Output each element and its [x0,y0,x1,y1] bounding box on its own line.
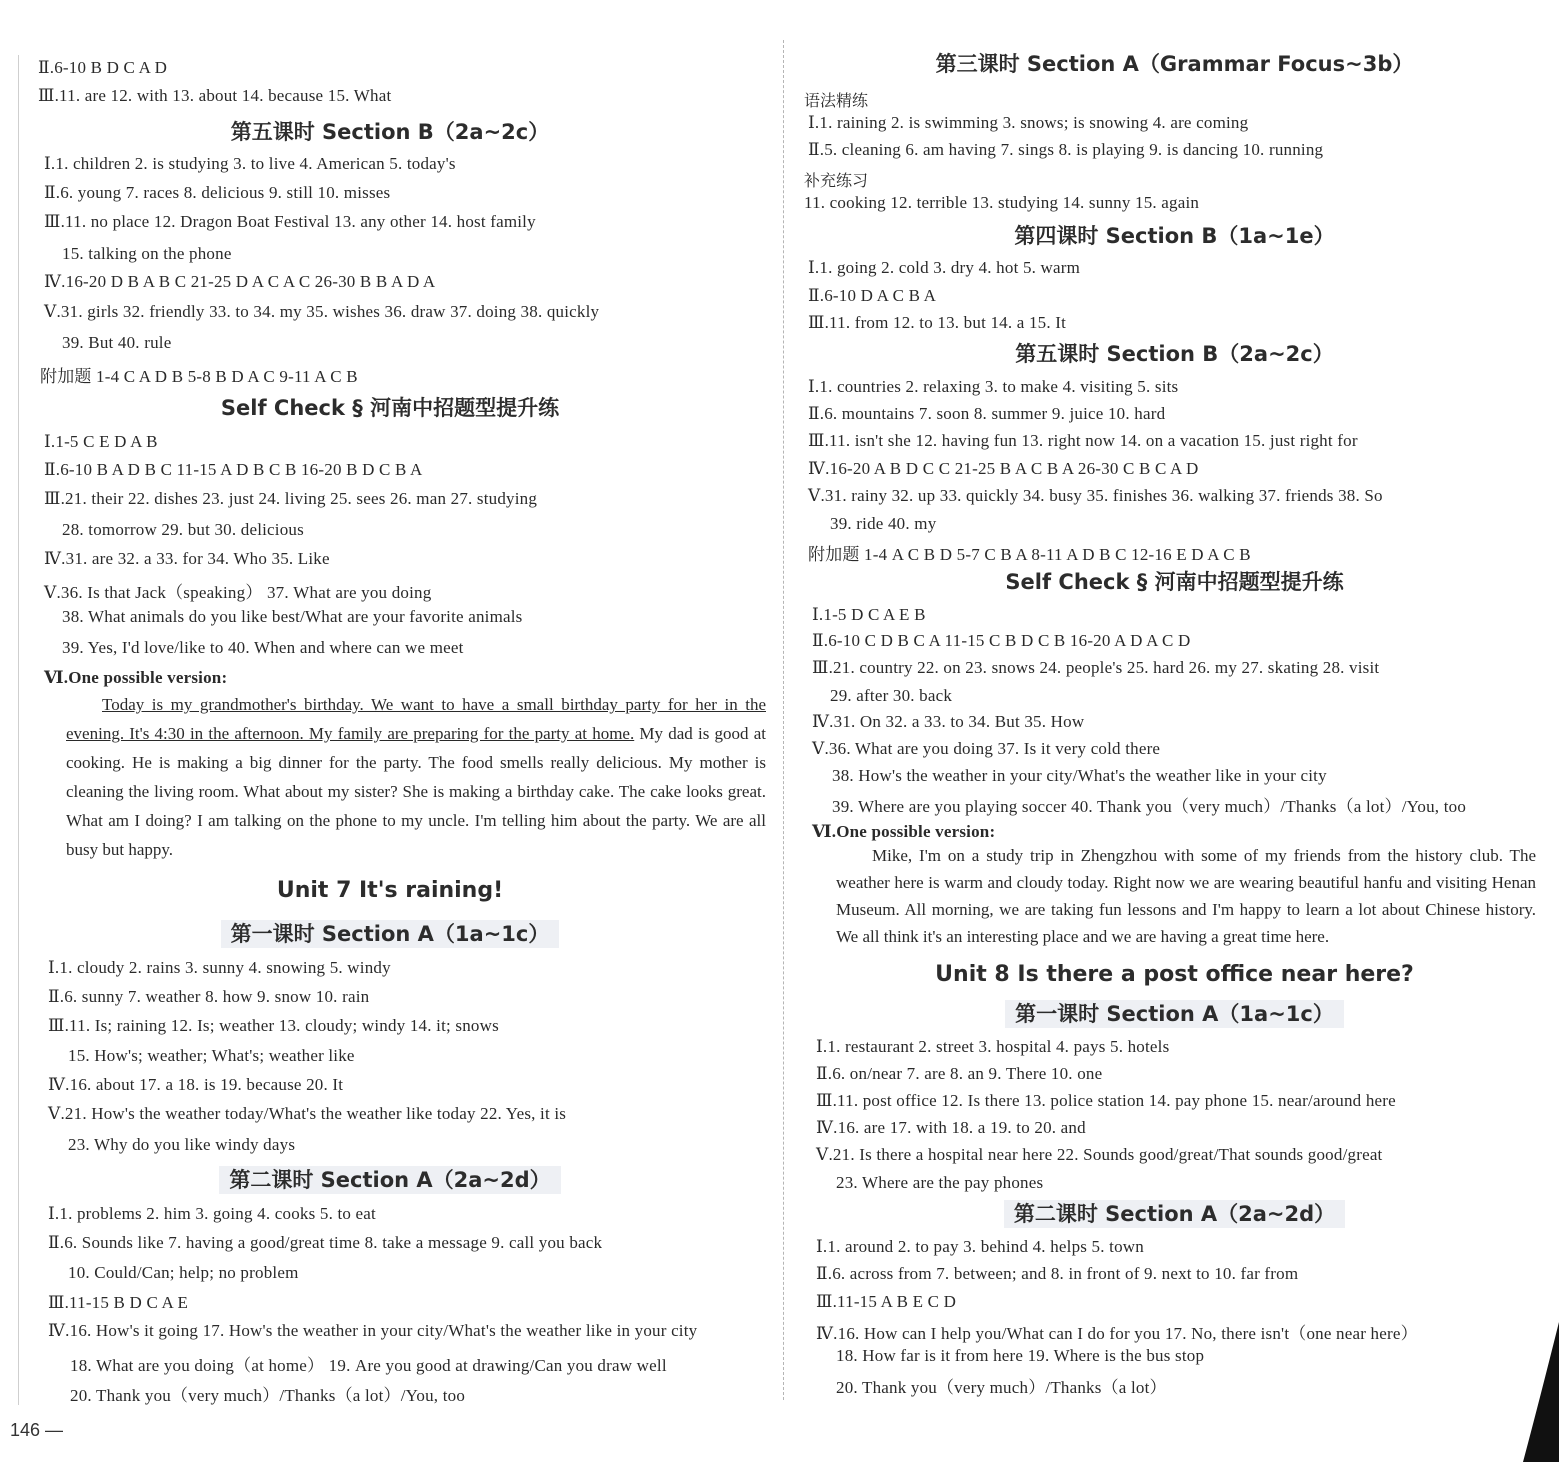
sample-essay: Mike, I'm on a study trip in Zhengzhou with some of my friends from the history club. The weather here is warm and cloudy today. Right now we are wearing beautiful hanfu and visiting Henan Museum. All morning, we are taking fun lessons and I'm happy to learn a lot about Chinese history. We all think it's an interesting place and we are having a great time here. [836,846,1536,946]
answer-line: Ⅰ.1. restaurant 2. street 3. hospital 4. pays 5. hotels [816,1037,1170,1056]
answer-line: 20. Thank you（very much）/Thanks（a lot） [836,1378,1167,1397]
answer-line: 附加题 1-4 C A D B 5-8 B D A C 9-11 A C B [40,367,358,386]
answer-line: Ⅳ.31. On 32. a 33. to 34. But 35. How [812,712,1085,731]
answer-line: 18. How far is it from here 19. Where is the bus stop [836,1346,1205,1365]
page-corner-shadow [1519,1322,1559,1462]
answer-line: Ⅲ.11. are 12. with 13. about 14. because 15. What [38,86,392,105]
answer-line: Ⅱ.6-10 B A D B C 11-15 A D B C B 16-20 B D C B A [44,460,423,479]
answer-line: Ⅲ.11-15 B D C A E [48,1293,189,1312]
answer-line: Ⅴ.36. What are you doing 37. Is it very cold there [812,739,1161,758]
answer-line: Ⅰ.1-5 C E D A B [44,432,158,451]
answer-line: 10. Could/Can; help; no problem [68,1263,299,1282]
answer-line: 15. talking on the phone [62,244,232,263]
section-heading-text: 第二课时 Section A（2a~2d） [219,1166,560,1194]
answer-line: Ⅰ.1. children 2. is studying 3. to live 4. American 5. today's [44,154,456,173]
answer-line: 28. tomorrow 29. but 30. delicious [62,520,304,539]
section-heading-text: Unit 7 It's raining! [276,878,504,903]
section-heading-text: 第五课时 Section B（2a~2c） [230,120,550,144]
answer-line: Ⅵ.One possible version: [44,668,228,687]
answer-line: Ⅴ.36. Is that Jack（speaking） 37. What are you doing [44,583,432,602]
section-heading-text: 第二课时 Section A（2a~2d） [1004,1200,1345,1228]
answer-line: 29. after 30. back [830,686,953,705]
answer-line: Ⅳ.16-20 D B A B C 21-25 D A C A C 26-30 B B A D A [44,272,436,291]
answer-line: Ⅳ.16. How's it going 17. How's the weather in your city/What's the weather like in your city [48,1321,698,1340]
subsection-label: 补充练习 [804,171,869,190]
answer-line: 39. Yes, I'd love/like to 40. When and where can we meet [62,638,464,657]
section-heading [790,338,1559,368]
answer-line: Ⅱ.6. across from 7. between; and 8. in front of 9. next to 10. far from [816,1264,1299,1283]
answer-line: 39. ride 40. my [830,514,937,533]
section-heading-text: 第三课时 Section A（Grammar Focus~3b） [935,52,1414,76]
answer-line: Ⅲ.11. post office 12. Is there 13. police station 14. pay phone 15. near/around here [816,1091,1396,1110]
answer-line: Ⅳ.16. How can I help you/What can I do for you 17. No, there isn't（one near here） [816,1324,1418,1343]
answer-line: Ⅲ.11. from 12. to 13. but 14. a 15. It [808,313,1067,332]
essay-underlined-text: Today is my grandmother's birthday. We want to have a small birthday party for her in the evening. It's 4:30 in the afternoon. My family are preparing for the party at home. [66,695,766,743]
answer-line: Ⅱ.6-10 D A C B A [808,286,937,305]
answer-line: Ⅲ.11. Is; raining 12. Is; weather 13. cloudy; windy 14. it; snows [48,1016,499,1035]
left-margin-rule [18,55,19,1405]
answer-line: Ⅴ.31. girls 32. friendly 33. to 34. my 35. wishes 36. draw 37. doing 38. quickly [44,302,600,321]
answer-line: Ⅲ.11-15 A B E C D [816,1292,957,1311]
section-heading [790,998,1559,1028]
answer-line: Ⅱ.6. Sounds like 7. having a good/great time 8. take a message 9. call you back [48,1233,603,1252]
answer-line: Ⅱ.6. young 7. races 8. delicious 9. still 10. misses [44,183,391,202]
answer-line: Ⅲ.11. no place 12. Dragon Boat Festival 13. any other 14. host family [44,212,536,231]
sample-essay [66,690,766,864]
section-heading [790,566,1559,596]
answer-line: Ⅳ.16. about 17. a 18. is 19. because 20. It [48,1075,344,1094]
answer-line: 38. How's the weather in your city/What's the weather like in your city [832,766,1327,785]
subsection-label: 语法精练 [804,91,869,110]
unit-title [0,878,780,903]
section-heading [0,918,780,948]
answer-line: 附加题 1-4 A C B D 5-7 C B A 8-11 A D B C 12-16 E D A C B [808,545,1251,564]
answer-line: Ⅱ.6. mountains 7. soon 8. summer 9. juice 10. hard [808,404,1166,423]
answer-line: Ⅲ.11. isn't she 12. having fun 13. right now 14. on a vacation 15. just right for [808,431,1358,450]
answer-line: Ⅰ.1. problems 2. him 3. going 4. cooks 5. to eat [48,1204,376,1223]
answer-line: Ⅵ.One possible version: [812,822,996,841]
section-heading-text: 第五课时 Section B（2a~2c） [1015,342,1334,366]
answer-line: Ⅱ.6. on/near 7. are 8. an 9. There 10. one [816,1064,1103,1083]
answer-line: Ⅴ.21. How's the weather today/What's the weather like today 22. Yes, it is [48,1104,567,1123]
answer-line: Ⅳ.16-20 A B D C C 21-25 B A C B A 26-30 C B C A D [808,459,1199,478]
section-heading [0,1164,780,1194]
section-heading [0,392,780,422]
section-heading-text: Self Check § 河南中招题型提升练 [220,396,560,420]
section-heading-text: Unit 8 Is there a post office near here? [935,962,1414,987]
answer-line: Ⅲ.21. country 22. on 23. snows 24. people's 25. hard 26. my 27. skating 28. visit [812,658,1380,677]
answer-line: 15. How's; weather; What's; weather like [68,1046,355,1065]
answer-line: 23. Why do you like windy days [68,1135,296,1154]
answer-line: Ⅰ.1. countries 2. relaxing 3. to make 4. visiting 5. sits [808,377,1179,396]
answer-line: Ⅰ.1-5 D C A E B [812,605,926,624]
section-heading-text: 第四课时 Section B（1a~1e） [1014,224,1335,248]
answer-line: Ⅱ.6. sunny 7. weather 8. how 9. snow 10. rain [48,987,370,1006]
section-heading-text: 第一课时 Section A（1a~1c） [1005,1000,1344,1028]
answer-line: 11. cooking 12. terrible 13. studying 14. sunny 15. again [804,193,1200,212]
page-number: 146 — [10,1420,64,1440]
section-heading [0,116,780,146]
answer-line: Ⅱ.6-10 C D B C A 11-15 C B D C B 16-20 A D A C D [812,631,1191,650]
answer-line: Ⅰ.1. going 2. cold 3. dry 4. hot 5. warm [808,258,1081,277]
answer-line: 23. Where are the pay phones [836,1173,1044,1192]
section-heading [790,220,1559,250]
answer-line: Ⅳ.31. are 32. a 33. for 34. Who 35. Like [44,549,330,568]
essay-text: My dad is good at cooking. He is making a big dinner for the party. The food smells really delicious. My mother is cleaning the living room. What about my sister? She is making a birthday cake. The cake looks great. What am I doing? I am talking on the phone to my uncle. I'm telling him about the party. We are all busy but happy. [66,724,766,859]
answer-line: Ⅱ.5. cleaning 6. am having 7. sings 8. is playing 9. is dancing 10. running [808,140,1324,159]
answer-line: Ⅳ.16. are 17. with 18. a 19. to 20. and [816,1118,1086,1137]
answer-line: 38. What animals do you like best/What are your favorite animals [62,607,523,626]
section-heading-text: Self Check § 河南中招题型提升练 [1005,570,1344,594]
answer-line: 39. But 40. rule [62,333,172,352]
answer-line: Ⅰ.1. raining 2. is swimming 3. snows; is snowing 4. are coming [808,113,1249,132]
answer-line: Ⅰ.1. cloudy 2. rains 3. sunny 4. snowing 5. windy [48,958,391,977]
answer-line: Ⅲ.21. their 22. dishes 23. just 24. living 25. sees 26. man 27. studying [44,489,538,508]
answer-line: 20. Thank you（very much）/Thanks（a lot）/You, too [70,1386,466,1405]
section-heading-text: 第一课时 Section A（1a~1c） [221,920,560,948]
column-divider [783,40,784,1400]
answer-line: Ⅴ.21. Is there a hospital near here 22. Sounds good/great/That sounds good/great [816,1145,1383,1164]
section-heading [790,1198,1559,1228]
answer-line: 18. What are you doing（at home） 19. Are you good at drawing/Can you draw well [70,1356,667,1375]
answer-line: 39. Where are you playing soccer 40. Thank you（very much）/Thanks（a lot）/You, too [832,797,1467,816]
unit-title [790,962,1559,987]
section-heading [790,48,1559,78]
answer-line: Ⅱ.6-10 B D C A D [38,58,168,77]
answer-line: Ⅰ.1. around 2. to pay 3. behind 4. helps 5. town [816,1237,1144,1256]
answer-line: Ⅴ.31. rainy 32. up 33. quickly 34. busy 35. finishes 36. walking 37. friends 38. So [808,486,1383,505]
